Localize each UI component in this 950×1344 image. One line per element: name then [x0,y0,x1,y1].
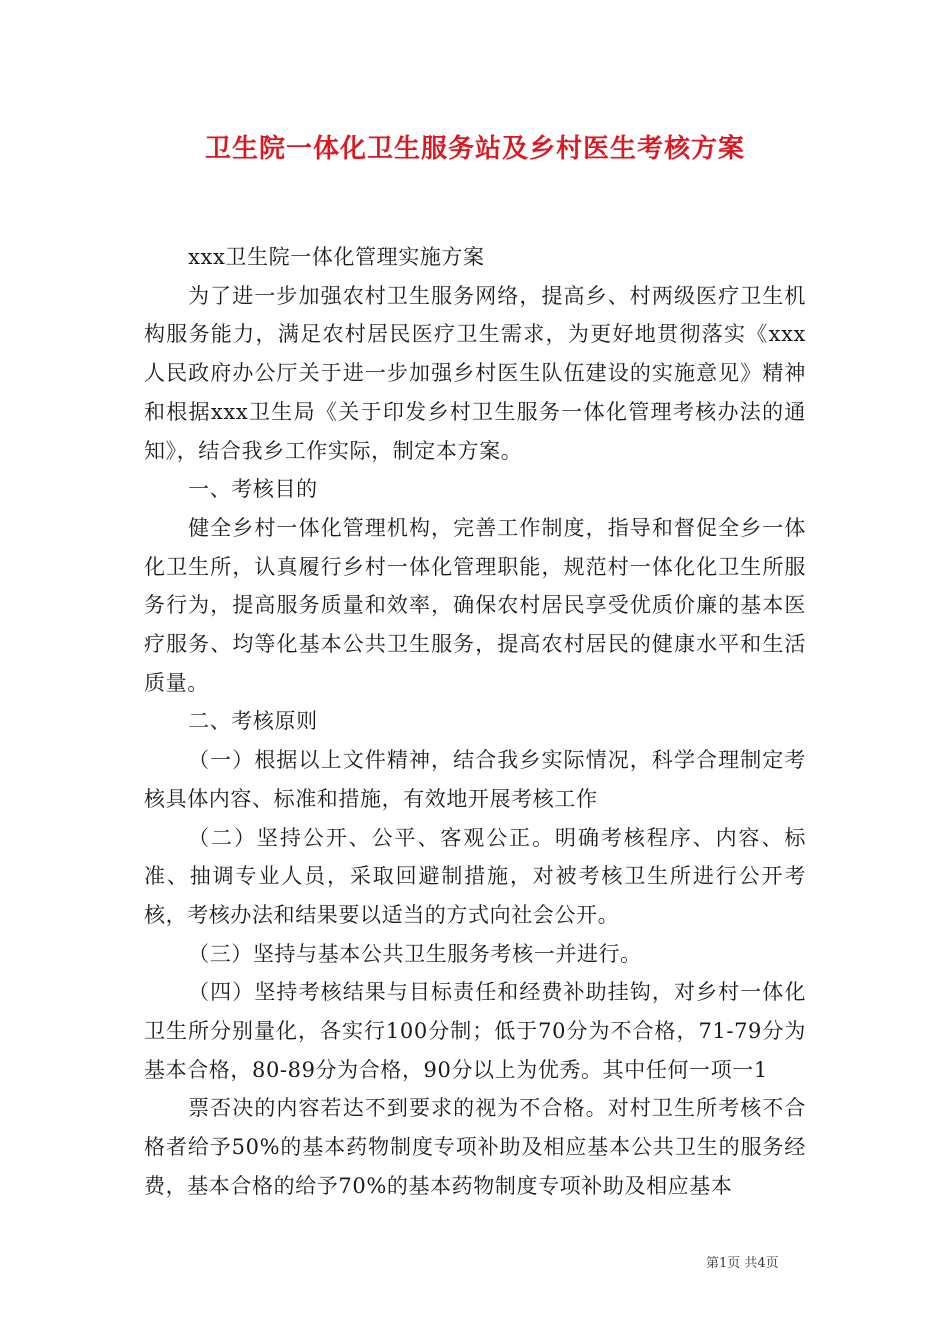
paragraph: 票否决的内容若达不到要求的视为不合格。对村卫生所考核不合格者给予50%的基本药物制度专项补助及相应基本公共卫生的服务经费，基本合格的给予70%的基本药物制度专项补助及相应基本 [144,1096,806,1198]
document-body [144,238,806,1206]
document-title: 卫生院一体化卫生服务站及乡村医生考核方案 [204,134,745,164]
page-number: 第1页 共4页 [706,1256,779,1271]
paragraph: （四）坚持考核结果与目标责任和经费补助挂钩，对乡村一体化卫生所分别量化，各实行100分制；低于70分为不合格，71-79分为基本合格，80-89分为合格，90分以上为优秀。其中任何一项一1 [144,980,806,1082]
section-heading: 二、考核原则 [188,709,318,734]
paragraph: （二）坚持公开、公平、客观公正。明确考核程序、内容、标准、抽调专业人员，采取回避制措施，对被考核卫生所进行公开考核，考核办法和结果要以适当的方式向社会公开。 [144,825,806,927]
section-heading: 一、考核目的 [188,477,318,502]
plan-subtitle: xxx卫生院一体化管理实施方案 [188,245,485,269]
paragraph: （一）根据以上文件精神，结合我乡实际情况，科学合理制定考核具体内容、标准和措施，有效地开展考核工作 [144,748,806,811]
paragraph: （三）坚持与基本公共卫生服务考核一并进行。 [188,941,642,966]
paragraph: 健全乡村一体化管理机构，完善工作制度，指导和督促全乡一体化卫生所，认真履行乡村一体化管理职能，规范村一体化化卫生所服务行为，提高服务质量和效率，确保农村居民享受优质价廉的基本医疗服务、均等化基本公共卫生服务，提高农村居民的健康水平和生活质量。 [144,515,806,695]
paragraph: 为了进一步加强农村卫生服务网络，提高乡、村两级医疗卫生机构服务能力，满足农村居民医疗卫生需求，为更好地贯彻落实《xxx人民政府办公厅关于进一步加强乡村医生队伍建设的实施意见》精神和根据xxx卫生局《关于印发乡村卫生服务一体化管理考核办法的通知》，结合我乡工作实际，制定本方案。 [144,283,806,463]
